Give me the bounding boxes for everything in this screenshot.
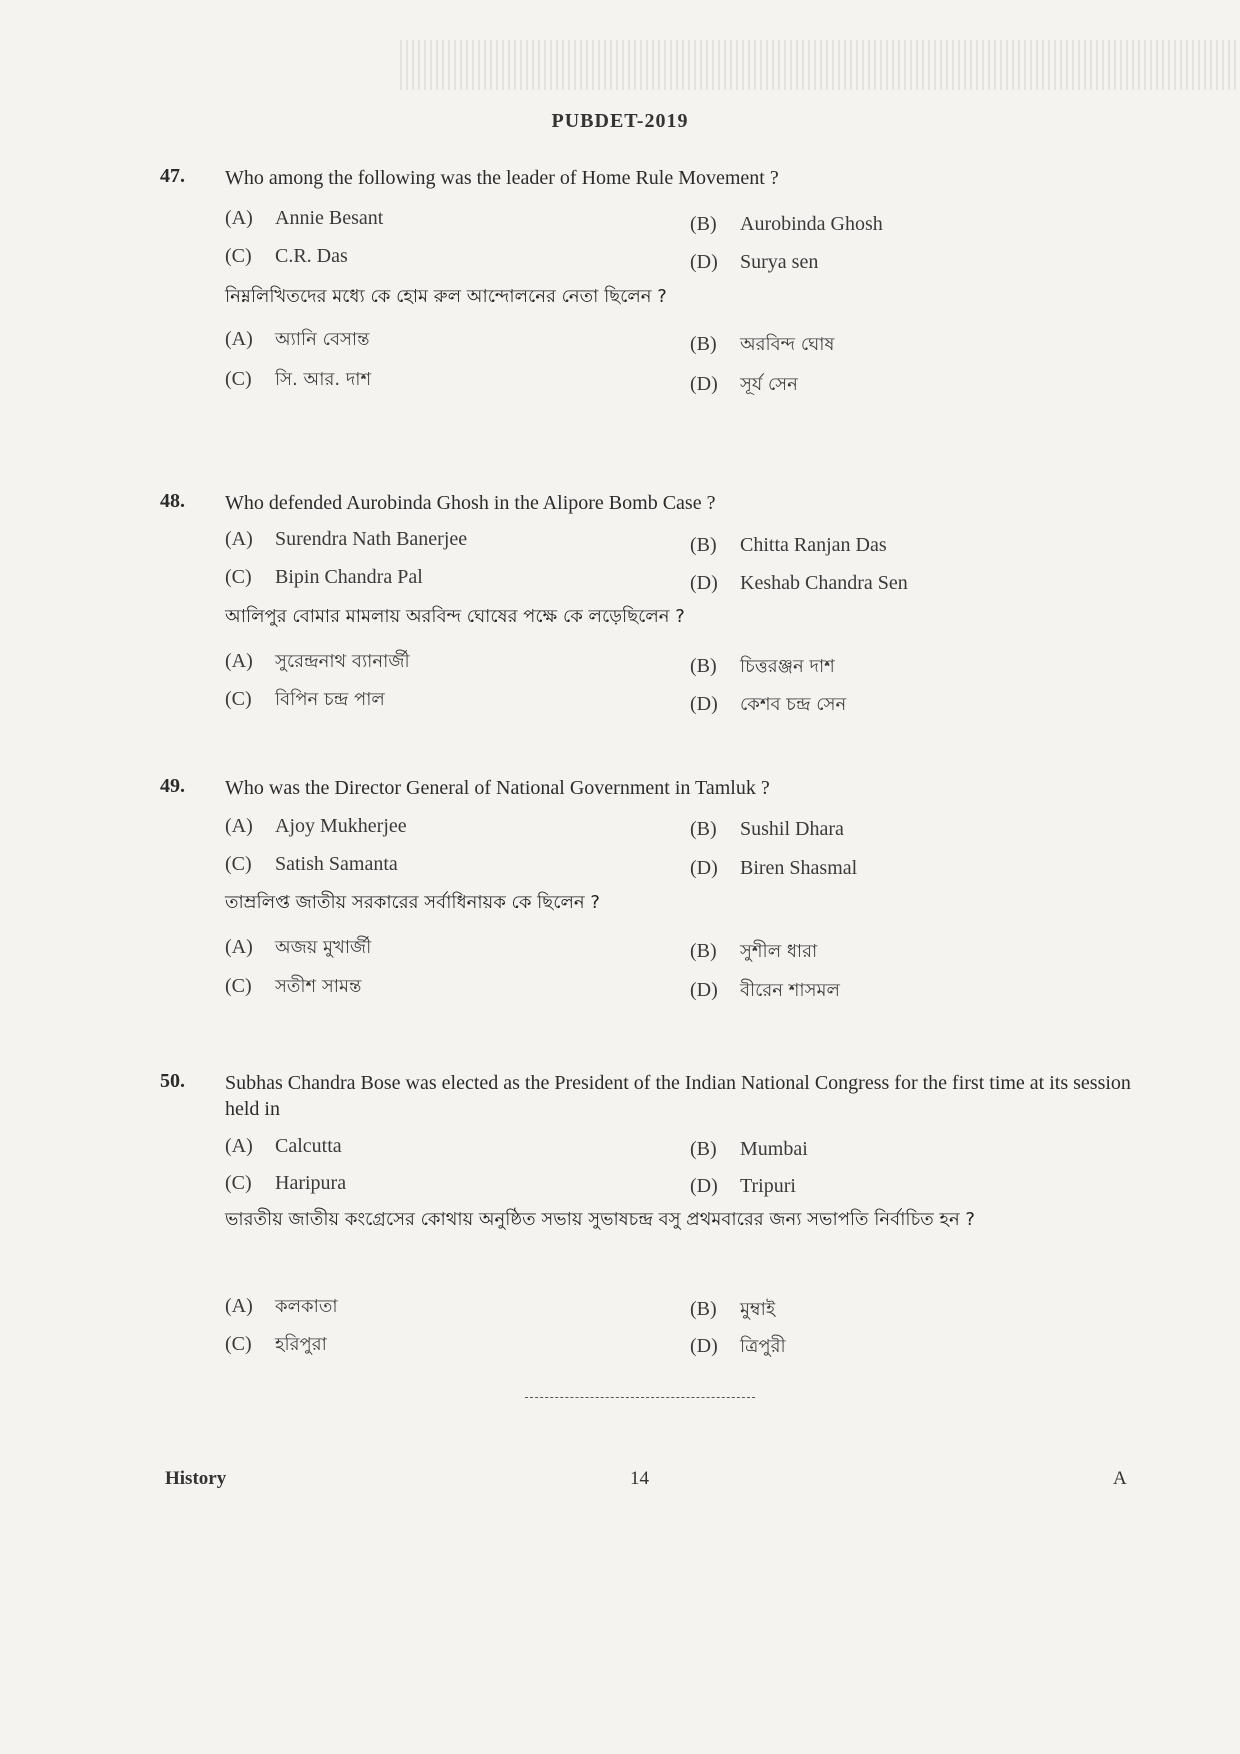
option-a-bengali: (A) অজয় মুখার্জী: [225, 936, 372, 958]
footer-subject: History: [165, 1468, 227, 1489]
option-c-bengali: (C) হরিপুরা: [225, 1333, 327, 1355]
option-a-bengali: (A) অ্যানি বেসান্ত: [225, 328, 370, 350]
option-b-bengali: (B) চিত্তরঞ্জন দাশ: [690, 655, 835, 677]
footer-page-number: 14: [630, 1468, 649, 1489]
option-c: (C) C.R. Das: [225, 245, 348, 267]
option-d-bengali: (D) সূর্য সেন: [690, 373, 798, 395]
option-c: (C) Satish Samanta: [225, 853, 398, 875]
question-text-bengali: ভারতীয় জাতীয় কংগ্রেসের কোথায় অনুষ্ঠিত সভায় সুভাষচন্দ্র বসু প্রথমবারের জন্য সভাপতি নির্বাচিত হন ?: [225, 1209, 975, 1230]
option-d: (D) Keshab Chandra Sen: [690, 572, 908, 594]
question-text-bengali: নিম্নলিখিতদের মধ্যে কে হোম রুল আন্দোলনের নেতা ছিলেন ?: [225, 286, 667, 307]
option-b-bengali: (B) সুশীল ধারা: [690, 940, 818, 962]
question-text-bengali: আলিপুর বোমার মামলায় অরবিন্দ ঘোষের পক্ষে কে লড়েছিলেন ?: [225, 606, 685, 627]
question-number: 48.: [160, 490, 185, 512]
page-header: PUBDET-2019: [551, 110, 689, 132]
question-text: Subhas Chandra Bose was elected as the President of the Indian National Congress for the first time at its session held in: [225, 1072, 1131, 1120]
option-c-bengali: (C) সতীশ সামন্ত: [225, 975, 362, 997]
option-c: (C) Bipin Chandra Pal: [225, 566, 423, 588]
option-d-bengali: (D) কেশব চন্দ্র সেন: [690, 693, 847, 715]
scan-artifact-band: [400, 40, 1240, 90]
question-text: Who was the Director General of National Government in Tamluk ?: [225, 777, 770, 799]
option-a: (A) Annie Besant: [225, 207, 384, 229]
option-d: (D) Biren Shasmal: [690, 857, 858, 879]
footer-set-code: A: [1113, 1468, 1127, 1489]
option-d-bengali: (D) ত্রিপুরী: [690, 1335, 786, 1357]
question-text: Who among the following was the leader of Home Rule Movement ?: [225, 167, 779, 189]
option-d: (D) Surya sen: [690, 251, 819, 273]
option-a-bengali: (A) কলকাতা: [225, 1295, 338, 1317]
option-a: (A) Surendra Nath Banerjee: [225, 528, 468, 550]
option-c-bengali: (C) সি. আর. দাশ: [225, 368, 372, 390]
option-a: (A) Ajoy Mukherjee: [225, 815, 407, 837]
question-number: 50.: [160, 1070, 185, 1092]
question-text-bengali: তাম্রলিপ্ত জাতীয় সরকারের সর্বাধিনায়ক কে ছিলেন ?: [225, 892, 600, 913]
question-text: Who defended Aurobinda Ghosh in the Alipore Bomb Case ?: [225, 492, 716, 514]
option-b-bengali: (B) মুম্বাই: [690, 1298, 776, 1320]
option-a-bengali: (A) সুরেন্দ্রনাথ ব্যানার্জী: [225, 650, 410, 672]
option-b-bengali: (B) অরবিন্দ ঘোষ: [690, 333, 835, 355]
end-divider: [525, 1397, 755, 1398]
option-b: (B) Sushil Dhara: [690, 818, 844, 840]
option-b: (B) Aurobinda Ghosh: [690, 213, 883, 235]
option-b: (B) Chitta Ranjan Das: [690, 534, 887, 556]
option-d: (D) Tripuri: [690, 1175, 796, 1197]
option-b: (B) Mumbai: [690, 1138, 808, 1160]
option-a: (A) Calcutta: [225, 1135, 342, 1157]
option-c-bengali: (C) বিপিন চন্দ্র পাল: [225, 688, 385, 710]
option-c: (C) Haripura: [225, 1172, 347, 1194]
question-number: 47.: [160, 165, 185, 187]
option-d-bengali: (D) বীরেন শাসমল: [690, 979, 840, 1001]
question-number: 49.: [160, 775, 185, 797]
